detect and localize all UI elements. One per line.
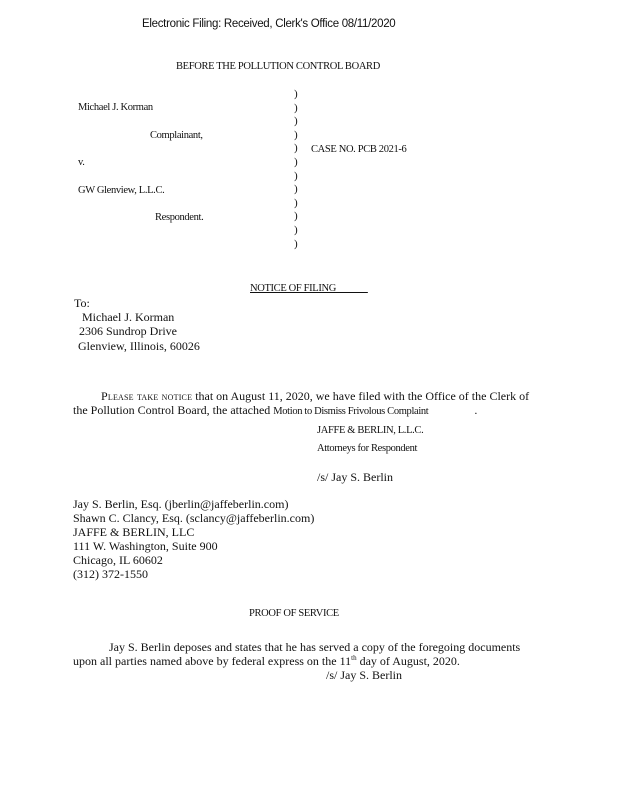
proof-title: PROOF OF SERVICE <box>249 608 339 619</box>
proof-line-2 <box>73 654 460 669</box>
contact-line: (312) 372-1550 <box>73 567 148 581</box>
notice-body-1: that on August 11, 2020, we have filed with the Office of the Clerk of <box>192 389 530 403</box>
paren: ) <box>294 155 298 168</box>
signature: /s/ Jay S. Berlin <box>317 470 394 484</box>
to-label: To: <box>74 296 90 310</box>
address-line: Glenview, Illinois, 60026 <box>78 339 200 353</box>
notice-title <box>250 283 368 294</box>
firm-name: JAFFE & BERLIN, L.L.C. <box>317 425 424 436</box>
complainant-label: Complainant, <box>150 130 203 141</box>
notice-body-line-1 <box>101 389 529 404</box>
address-line: Michael J. Korman <box>82 310 175 324</box>
notice-body-end: . <box>474 403 478 417</box>
proof-line-2-end: day of August, 2020. <box>356 654 460 668</box>
contact-line: 111 W. Washington, Suite 900 <box>73 539 218 553</box>
paren: ) <box>294 142 298 155</box>
case-number: CASE NO. PCB 2021-6 <box>311 144 407 155</box>
paren: ) <box>294 210 298 223</box>
firm-role: Attorneys for Respondent <box>317 443 418 454</box>
filing-stamp: Electronic Filing: Received, Clerk's Office 08/11/2020 <box>142 18 396 30</box>
respondent-name: GW Glenview, L.L.C. <box>78 185 165 196</box>
paren: ) <box>294 101 298 114</box>
versus: v. <box>78 157 85 168</box>
contact-line: Shawn C. Clancy, Esq. (sclancy@jaffeberlin.com) <box>73 511 315 525</box>
paren: ) <box>294 88 298 100</box>
notice-body-line-2 <box>73 403 477 418</box>
respondent-label: Respondent. <box>155 212 204 223</box>
proof-signature: /s/ Jay S. Berlin <box>326 668 403 682</box>
paren: ) <box>294 223 298 236</box>
address-line: 2306 Sundrop Drive <box>79 324 177 338</box>
complainant-name: Michael J. Korman <box>78 102 153 113</box>
contact-line: JAFFE & BERLIN, LLC <box>73 525 195 539</box>
paren: ) <box>294 183 298 196</box>
paren: ) <box>294 196 298 209</box>
proof-line-2-start: upon all parties named above by federal express on the 11 <box>73 654 352 668</box>
proof-line-1: Jay S. Berlin deposes and states that he has served a copy of the foregoing documents <box>109 640 521 654</box>
board-heading: BEFORE THE POLLUTION CONTROL BOARD <box>176 61 380 72</box>
notice-body-2: the Pollution Control Board, the attached <box>73 403 274 417</box>
motion-title: Motion to Dismiss Frivolous Complaint <box>273 406 429 417</box>
caption-parentheses <box>294 88 298 251</box>
contact-line: Jay S. Berlin, Esq. (jberlin@jaffeberlin.com) <box>73 497 289 511</box>
notice-lead: Please take notice <box>101 389 193 403</box>
notice-title-text: NOTICE OF FILING <box>250 283 336 294</box>
paren: ) <box>294 128 298 141</box>
paren: ) <box>294 237 298 250</box>
ordinal-suffix: th <box>351 654 357 662</box>
paren: ) <box>294 115 298 128</box>
paren: ) <box>294 169 298 182</box>
contact-line: Chicago, IL 60602 <box>73 553 163 567</box>
